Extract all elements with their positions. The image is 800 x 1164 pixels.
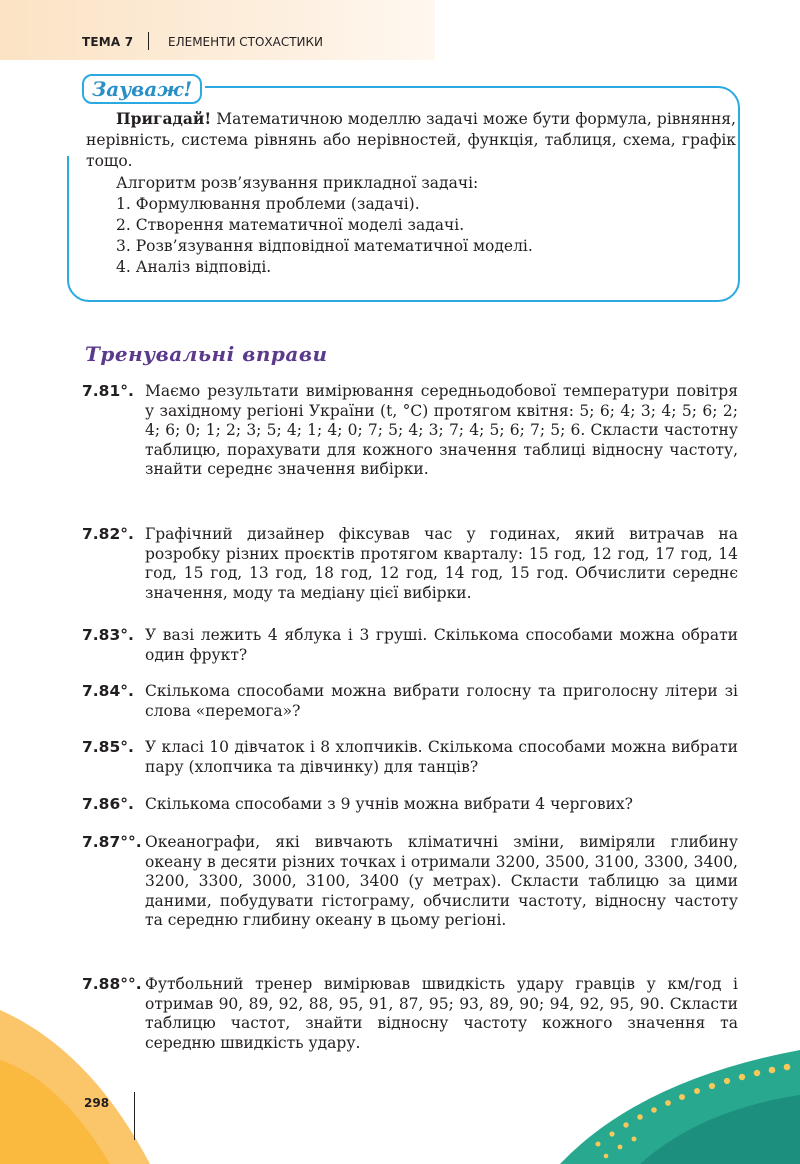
exercise-item — [82, 626, 738, 665]
note-tag: Зауваж! — [82, 74, 202, 104]
exercise-text: Футбольний тренер вимірював швидкість удару гравців у км/год і отримав 90, 89, 92, 88, 95, 91, 87, 95; 93, 89, 90; 94, 92, 95, 90. Скласти таблицю частот, знайти відносну частоту кожного значення та середню швидкість удару. — [145, 975, 738, 1052]
exercise-text: Маємо результати вимірювання середньодобової температури повітря у західному регіоні України (t, °С) протягом квітня: 5; 6; 4; 3; 4; 5; 6; 2; 4; 6; 0; 1; 2; 3; 5; 4; 1; 4; 0; 7; 5; 4; 3; 7; 4; 5; 6; 7; 5; 6. Скласти частотну таблицю, порахувати для кожного значення таблиці відносну частоту, знайти середнє значення вибірки. — [145, 382, 738, 478]
exercise-number: 7.82°. — [82, 525, 134, 543]
algorithm-step: 4. Аналіз відповіді. — [116, 258, 272, 277]
header-separator — [148, 32, 149, 50]
exercise-number: 7.85°. — [82, 738, 134, 756]
exercise-number: 7.83°. — [82, 626, 134, 644]
exercise-number: 7.87°°. — [82, 833, 142, 851]
exercise-text: Океанографи, які вивчають кліматичні зміни, виміряли глибину океану в десяти різних точках і отримали 3200, 3500, 3100, 3300, 3400, 3200, 3300, 3000, 3100, 3400 (у метрах). Скласти таблицю за цими даними, побудувати гістограму, обчислити частоту, відносну частоту та середню глибину океану в цьому регіоні. — [145, 833, 738, 929]
header-band — [0, 0, 435, 60]
exercise-item — [82, 975, 738, 1053]
exercise-number: 7.88°°. — [82, 975, 142, 993]
section-title: Тренувальні вправи — [85, 342, 328, 366]
note-intro: Математичною моделлю задачі може бути формула, рівняння, нерівність, система рівнянь або нерівностей, функція, таблиця, схема, графік тощо. — [86, 110, 736, 171]
algorithm-step: 2. Створення математичної моделі задачі. — [116, 216, 465, 235]
note-bold-lead: Пригадай! — [116, 109, 212, 128]
page-number-separator — [134, 1092, 135, 1140]
theme-title: ЕЛЕМЕНТИ СТОХАСТИКИ — [168, 35, 324, 49]
exercise-number: 7.86°. — [82, 795, 134, 813]
exercise-item — [82, 738, 738, 777]
exercise-number: 7.84°. — [82, 682, 134, 700]
exercise-text: Графічний дизайнер фіксував час у годинах, який витрачав на розробку різних проєктів протягом кварталу: 15 год, 12 год, 17 год, 14 год, 15 год, 13 год, 18 год, 12 год, 14 год, 15 год. Обчислити середнє значення, моду та медіану цієї вибірки. — [145, 525, 738, 602]
exercise-text: Скількома способами з 9 учнів можна вибрати 4 чергових? — [145, 795, 633, 813]
exercise-item — [82, 833, 738, 931]
theme-label: ТЕМА 7 — [82, 35, 134, 49]
algorithm-step: 3. Розв’язування відповідної математичної моделі. — [116, 237, 533, 256]
exercise-item — [82, 682, 738, 721]
exercise-text: Скількома способами можна вибрати голосну та приголосну літери зі слова «перемога»? — [145, 682, 738, 720]
algorithm-title: Алгоритм розв’язування прикладної задачі: — [116, 173, 479, 192]
exercise-text: У вазі лежить 4 яблука і 3 груші. Скількома способами можна обрати один фрукт? — [145, 626, 738, 664]
note-text — [86, 108, 736, 279]
exercise-item — [82, 795, 738, 815]
exercise-number: 7.81°. — [82, 382, 134, 400]
page-number: 298 — [84, 1096, 110, 1110]
exercise-item — [82, 525, 738, 603]
algorithm-step: 1. Формулювання проблеми (задачі). — [116, 194, 420, 213]
exercise-text: У класі 10 дівчаток і 8 хлопчиків. Скількома способами можна вибрати пару (хлопчика та дівчинку) для танців? — [145, 738, 738, 776]
exercise-item — [82, 382, 738, 480]
